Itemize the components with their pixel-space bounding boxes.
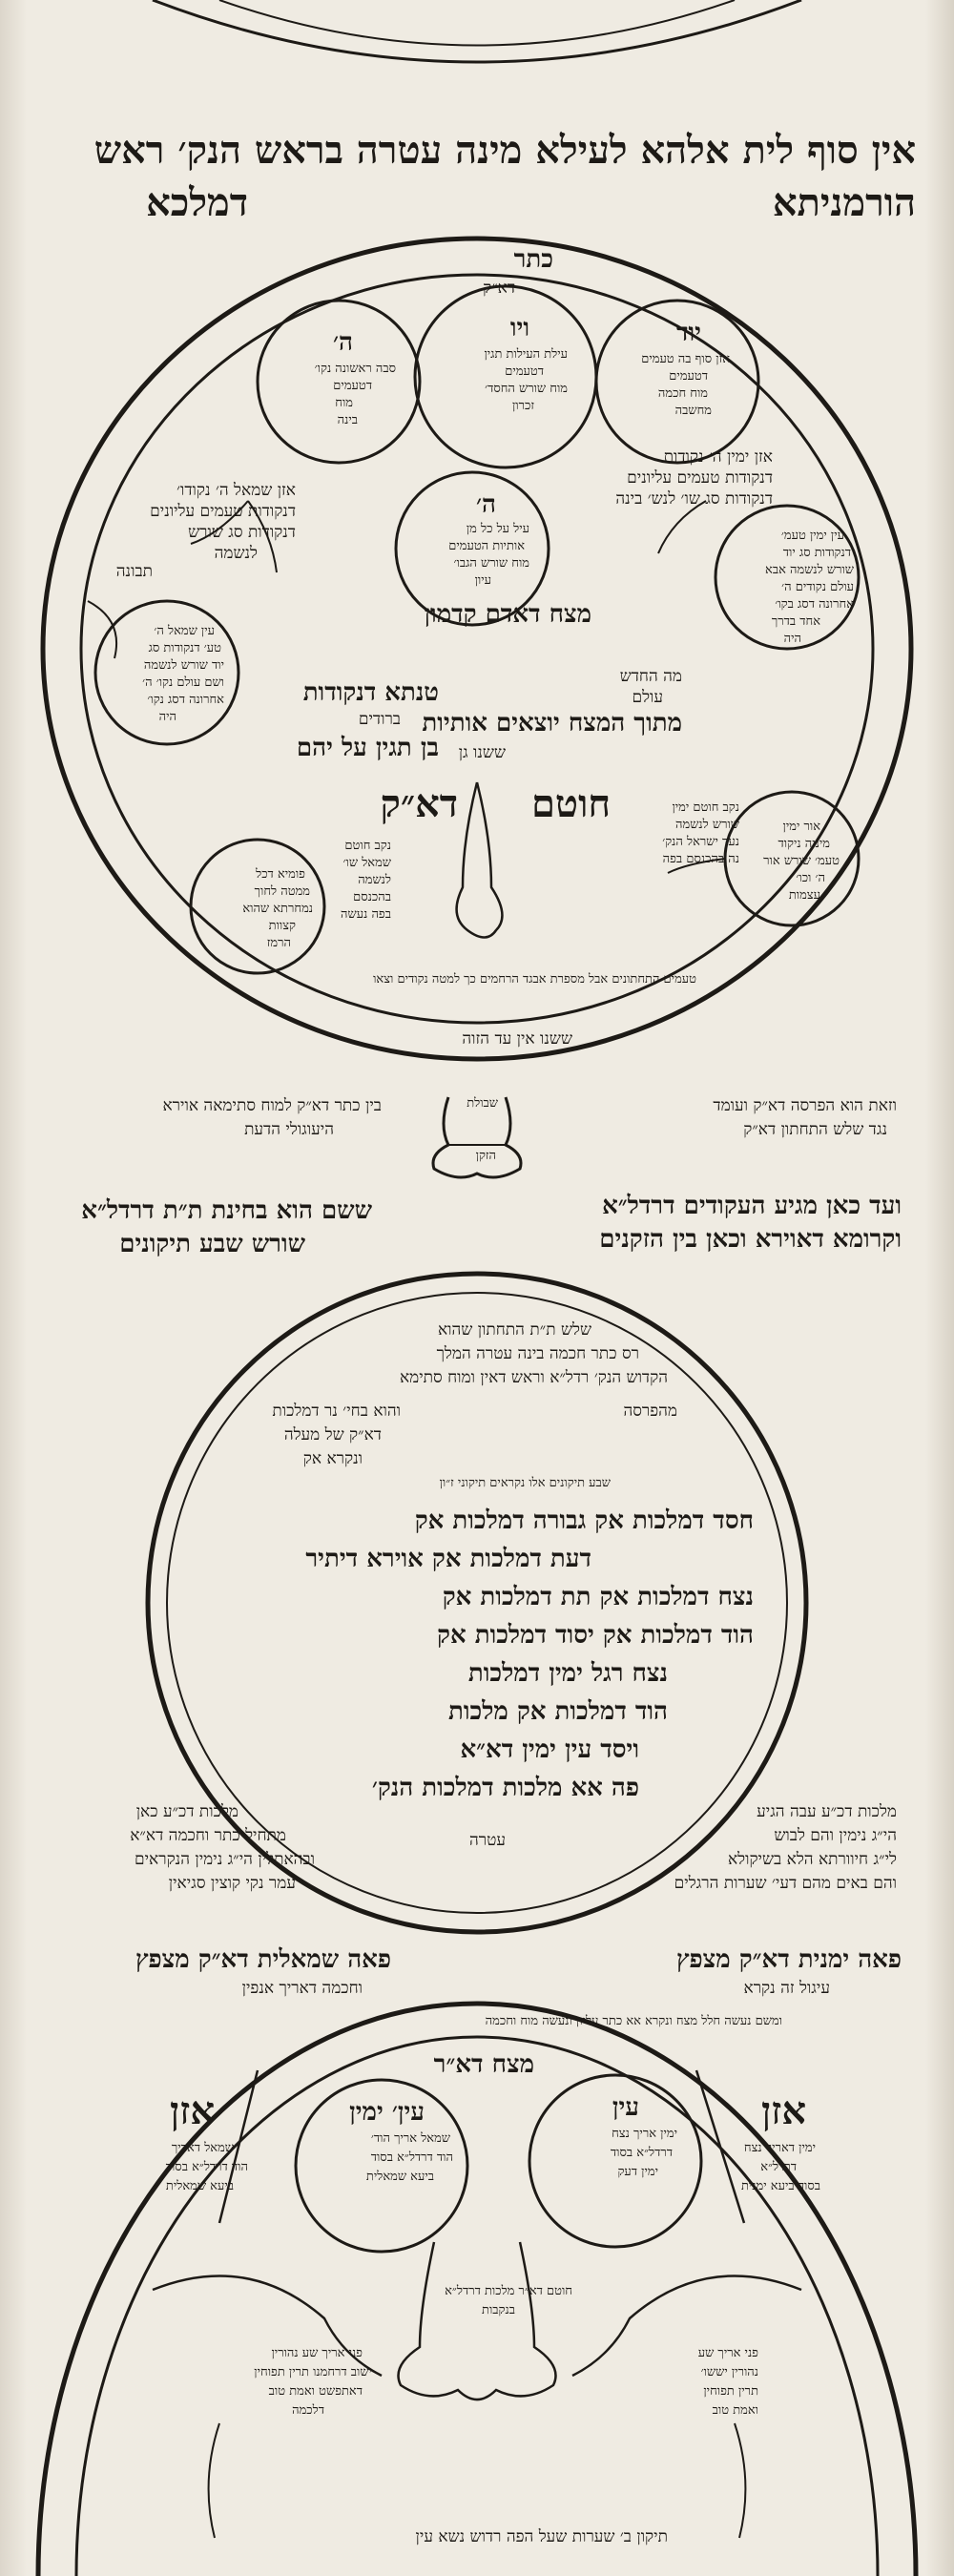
circle1-lower-left-bubble-3: נמחרתא שהוא bbox=[242, 902, 313, 916]
circle1-lower-left-bubble-2: ממטה לחוך bbox=[254, 884, 310, 899]
circle1-bottom-tag: ששנו אין עד הזוה bbox=[462, 1029, 572, 1049]
circle1-left-bubble-4: ושם עולם נקו׳ ה׳ bbox=[142, 675, 224, 690]
circle1-hey2-text-1: עיל על כל מן bbox=[466, 522, 529, 536]
after2-right-a: מלכות דכ״ע עבה הגיע bbox=[757, 1802, 897, 1821]
circle2-line-1: חסד דמלכות אק גבורה דמלכות אק bbox=[414, 1506, 754, 1535]
circle1-left-bubble-5: אחרונה דסג נקו׳ bbox=[147, 693, 224, 707]
circle1-vav-text-1: עילת העילות תגין bbox=[484, 347, 568, 362]
circle1-keter-label: כתר bbox=[513, 245, 553, 274]
circle1-left-bubble-1: עין שמאל ה׳ bbox=[154, 624, 215, 638]
circle3-ozen-right-3: בסוד ביעא ימנית bbox=[740, 2179, 820, 2193]
circle1-lower-left-bubble-4: קצוות bbox=[268, 919, 296, 933]
section3-left-sub: וחכמה דאריך אנפין bbox=[241, 1979, 363, 1998]
circle2-line-3: נצח דמלכות אק תת דמלכות אק bbox=[442, 1583, 754, 1611]
circle3-eye-right-2: דרדל״א בסוד bbox=[610, 2146, 673, 2160]
circle1-far-right-bubble-1: אור ימין bbox=[782, 820, 820, 834]
circle3-nose-2: בנקבות bbox=[482, 2303, 515, 2317]
circle1-nose-right-2: שורש לנשמה bbox=[675, 818, 739, 832]
circle1-nose-left-3: לנשמה bbox=[358, 873, 391, 887]
circle1-left-bubble-6: היה bbox=[158, 710, 176, 724]
circle1-nose-right-4: נה בהכנסם בפה bbox=[662, 852, 739, 866]
circle3-lower-left-4: דלכמה bbox=[292, 2403, 324, 2418]
circle2-line-4: הוד דמלכות אק יסוד דמלכות אק bbox=[437, 1621, 754, 1650]
circle3-lower-right-3: תרין תפוחין bbox=[703, 2384, 758, 2399]
circle3-eye-left-title: עין׳ ימין bbox=[349, 2098, 425, 2127]
circle1-ozen-left-3: דנקודות סג שורש bbox=[188, 523, 296, 542]
circle3-top: מצח דא״ר bbox=[433, 2050, 534, 2079]
after2-left-d: עמר נקי קוצין סגיאין bbox=[168, 1874, 296, 1893]
circle3-bottom: תיקון ב׳ שערות שעל הפה רדוש נשא עין bbox=[415, 2527, 668, 2546]
section3-left-head: פאה שמאלית דא״ק מצפץ bbox=[135, 1945, 391, 1974]
between-right-d: וקרומא דאוירא וכאן בין הזקנים bbox=[599, 1225, 902, 1254]
after2-right-d: והם באים מהם דעי׳ שערות הרגלים bbox=[674, 1874, 897, 1893]
circle3-nose-1: חוטם דא״ר מלכות דרדל״א bbox=[445, 2284, 572, 2298]
circle3-eye-left-1: שמאל אריך הוד׳ bbox=[370, 2131, 450, 2146]
circle1-keter-sub: דא״ק bbox=[483, 279, 515, 298]
circle2-line-7: ויסד עין ימין דא״א bbox=[460, 1735, 639, 1764]
circle1-lower-left-bubble-5: הרמז bbox=[266, 936, 291, 950]
circle1-yud-text-3: מוח חכמה bbox=[657, 386, 708, 401]
circle3-lower-right-2: נהורין יששו׳ bbox=[700, 2365, 758, 2379]
circle1-right-bubble-5: אחרונה דסג בקו׳ bbox=[775, 597, 854, 612]
header-line-1: אין סוף לית אלהא לעילא מינה עטרה בראש הנק׳ ראש bbox=[93, 128, 916, 173]
circle1-ozen-left-2: דנקודות טעמים עליונים bbox=[150, 502, 296, 521]
circle1-tanta-2: ברודים bbox=[358, 710, 401, 729]
circle1-nose-left-5: בפה נעשה bbox=[341, 907, 391, 922]
circle1-yud-text-4: מחשבה bbox=[674, 404, 712, 418]
circle2-line-6: הוד דמלכות אק מלכות bbox=[448, 1697, 668, 1726]
circle1-nose-right-3: נער ישראל הנק׳ bbox=[662, 835, 739, 849]
circle1-right-bubble-7: היה bbox=[783, 632, 801, 646]
header-line-2-right: הורמניתא bbox=[772, 180, 916, 225]
circle2-left-top-2: דא״ק של מעלה bbox=[283, 1425, 382, 1444]
circle1-tanta-3: בן תגין על יהם bbox=[296, 734, 439, 762]
circle3-ozen-left-3: ביעא שמאלית bbox=[165, 2179, 234, 2193]
circle1-ozen-right-3: דנקודות סג שו׳ לנש׳ בינה bbox=[615, 489, 773, 509]
circle1-left-bubble-2: טע׳ דנקודות סג bbox=[148, 641, 221, 655]
circle3-eye-left-2: הוד דרדל״א בסוד bbox=[370, 2150, 453, 2165]
section3-right-head: פאה ימנית דא״ק מצפץ bbox=[675, 1945, 902, 1974]
circle1-yud-text-2: דטעמים bbox=[669, 369, 708, 384]
circle1-nose-left-4: בהכנסם bbox=[353, 890, 391, 904]
circle1-far-right-bubble-3: טעמ׳ שורש אור bbox=[763, 854, 840, 868]
circle2-line-5: נצח רגל ימין דמלכות bbox=[467, 1659, 668, 1688]
after2-right-c: לי״ג חיוורתא הלא בשיקולא bbox=[727, 1850, 897, 1869]
circle1-vav-text-3: מוח שורש החסד׳ bbox=[485, 382, 568, 396]
circle1-metzach: מצח דאדם קדמון bbox=[424, 600, 591, 629]
circle1-hey2-title: ה׳ bbox=[476, 490, 496, 519]
between-left-c: ששם הוא בחינת ת״ת דרדל״א bbox=[81, 1196, 372, 1225]
circle1-ozen-right-2: דנקודות טעמים עליונים bbox=[627, 468, 773, 488]
after2-left-b: מתחיל כתר וחכמה דא״א bbox=[130, 1826, 286, 1845]
circle3-lower-right-4: ואמת טוב bbox=[712, 2403, 758, 2418]
circle1-hey2-text-2: אותיות הטעמים bbox=[448, 539, 525, 553]
circle1-right-bubble-6: אחד בדרך bbox=[771, 614, 820, 629]
circle1-right-bubble-2: דנקודות סג יוד bbox=[782, 546, 851, 560]
circle1-hey2-text-4: עיון bbox=[474, 573, 491, 588]
circle1-tevuna: תבונה bbox=[115, 562, 153, 581]
circle3-ozen-left-1: שמאל דאריך bbox=[171, 2141, 234, 2155]
circle3-ozen-right-title: אזן bbox=[760, 2088, 806, 2133]
circle2-top-1: שלש ת״ת התחתון שהוא bbox=[437, 1320, 591, 1340]
circle3-ozen-left-title: אזן bbox=[169, 2088, 215, 2133]
circle1-ma-hachodesh-2: עולם bbox=[632, 688, 663, 707]
circle1-ozen-left-1: אזן שמאל ה׳ נקודו׳ bbox=[176, 481, 296, 500]
between-right-c: ועד כאן מגיע העקודים דרדל״א bbox=[602, 1192, 902, 1220]
circle1-hey1-text-1: סבה ראשונה נקו׳ bbox=[314, 362, 396, 376]
circle1-hey2-text-3: מוח שורש הגבו׳ bbox=[453, 556, 529, 571]
circle3-lower-left-3: דאתפשט ואמת טוב bbox=[268, 2384, 363, 2399]
circle1-right-bubble-1: עין ימין טעמ׳ bbox=[780, 529, 844, 543]
circle2-line-2: דעת דמלכות אק אוירא דיתיר bbox=[305, 1545, 591, 1573]
circle1-vav-text-4: זכרון bbox=[511, 399, 534, 413]
circle2-top-3: הקדוש הנק׳ רדל״א וראש דאין ומוח סתימא bbox=[399, 1368, 668, 1387]
circle1-ozen-left-4: לנשמה bbox=[214, 544, 258, 563]
circle3-lower-left-1: פני אריך שע נהורין bbox=[271, 2346, 363, 2360]
circle3-lower-right-1: פני אריך שע bbox=[697, 2346, 758, 2360]
circle1-hey1-text-3: מוח bbox=[335, 396, 353, 410]
header-line-2-left: דמלכא bbox=[146, 180, 248, 225]
circle2-left-top-3: ונקרא אק bbox=[302, 1449, 363, 1468]
circle2-bottom: עטרה bbox=[468, 1831, 506, 1850]
circle2-top-2: רס כתר חכמה בינה עטרה המלך bbox=[436, 1344, 639, 1363]
circle1-lower-left-bubble-1: פומיא דכל bbox=[256, 867, 305, 882]
circle2-left-top-1: והוא בחי׳ נר דמלכות bbox=[272, 1402, 401, 1421]
circle1-nose-left-2: שמאל שו׳ bbox=[342, 856, 391, 870]
circle1-hey1-text-2: דטעמים bbox=[333, 379, 372, 393]
circle1-chotem: חוטם bbox=[530, 781, 611, 826]
circle3-ozen-right-2: דרדל״א bbox=[760, 2160, 797, 2174]
circle1-ma-hachodesh-4: ששנו גן bbox=[458, 743, 506, 762]
circle1-nose-right-1: נקב חוטם ימין bbox=[672, 800, 739, 815]
circle3-eye-right-title: עין bbox=[612, 2093, 639, 2122]
circle3-eye-left-3: ביעא שמאלית bbox=[365, 2170, 434, 2184]
circle1-nose-left-1: נקב חוטם bbox=[344, 839, 391, 853]
circle2-right-top: מהפרסה bbox=[623, 1402, 677, 1421]
circle3-ozen-right-1: ימין דאריך נצח bbox=[743, 2141, 816, 2155]
circle1-far-right-bubble-4: ה׳ וכו׳ bbox=[796, 871, 825, 885]
between-left-d: שורש שבע תיקונים bbox=[119, 1230, 305, 1258]
circle3-eye-right-1: ימין אריך נצח bbox=[612, 2127, 677, 2141]
circle1-right-bubble-3: שורש לנשמה אבא bbox=[765, 563, 854, 577]
circle1-left-bubble-3: יוד שורש לנשמה bbox=[143, 658, 224, 673]
after2-left-c: ובהאתלין הי״ג נימין הנקראים bbox=[134, 1850, 315, 1869]
circle1-dak: דא״ק bbox=[380, 781, 458, 826]
circle1-bottom-ring: טעמים התחתונים אבל מספרת אבגד הרחמים כך למטה נקודים וצאו bbox=[373, 972, 696, 987]
chin-label-upper: שבולת bbox=[467, 1096, 498, 1111]
circle2-line-8: פה אא מלכות דמלכות הנק׳ bbox=[371, 1774, 639, 1802]
between-left-a: בין כתר דא״ק למוח סתימאה אוירא bbox=[162, 1096, 382, 1115]
circle2-sub-label: שבע תיקונים אלו נקראים תיקוני ז״ון bbox=[439, 1476, 611, 1490]
circle1-far-right-bubble-5: עצמות bbox=[788, 888, 820, 903]
circle3-lower-left-2: ישוב דרחמנו תרין תפוחין bbox=[254, 2365, 372, 2379]
circle3-ozen-left-2: הוד דרדל״א בסוד bbox=[165, 2160, 248, 2174]
circle1-vav-text-2: דטעמים bbox=[505, 364, 544, 379]
section3-right-sub: עיגול זה נקרא bbox=[743, 1979, 830, 1998]
circle1-vav-title: ויו bbox=[509, 314, 529, 343]
between-left-b: היעוגולי הדעת bbox=[244, 1120, 334, 1139]
circle1-yud-title: יוד bbox=[676, 319, 701, 347]
between-right-b: נגד שלש התחתון דא״ק bbox=[743, 1120, 887, 1139]
chin-label-lower: הזקן bbox=[475, 1149, 496, 1163]
circle1-yud-text-1: אזן סוף בה טעמים bbox=[641, 352, 730, 366]
circle1-ma-hachodesh-1: מה החדש bbox=[619, 667, 682, 686]
circle1-hey1-text-4: בינה bbox=[337, 413, 358, 427]
circle3-ring: ומשם נעשה חלל מצח ונקרא אא כתר עליון ונעשה מוח וחכמה bbox=[485, 2014, 782, 2028]
after2-right-b: הי״ג נימין והם לבוש bbox=[774, 1826, 897, 1845]
circle1-tanta-1: טנתא דנקודות bbox=[302, 678, 439, 707]
circle3-eye-right-3: ימין דעק bbox=[617, 2165, 658, 2179]
circle1-ma-hachodesh-3: מתוך המצח יוצאים אותיות bbox=[422, 709, 682, 737]
circle1-hey1-title: ה׳ bbox=[333, 328, 353, 357]
circle1-far-right-bubble-2: מיניה ניקוד bbox=[778, 837, 830, 851]
between-right-a: וזאת הוא הפרסה דא״ק ועומד bbox=[713, 1096, 897, 1115]
after2-left-a: מלכות דכ״ע כאן bbox=[135, 1802, 238, 1821]
circle1-ozen-right-1: אזן ימין ה׳ נקודות bbox=[663, 447, 773, 467]
circle1-right-bubble-4: עולם נקודים ה׳ bbox=[781, 580, 854, 594]
